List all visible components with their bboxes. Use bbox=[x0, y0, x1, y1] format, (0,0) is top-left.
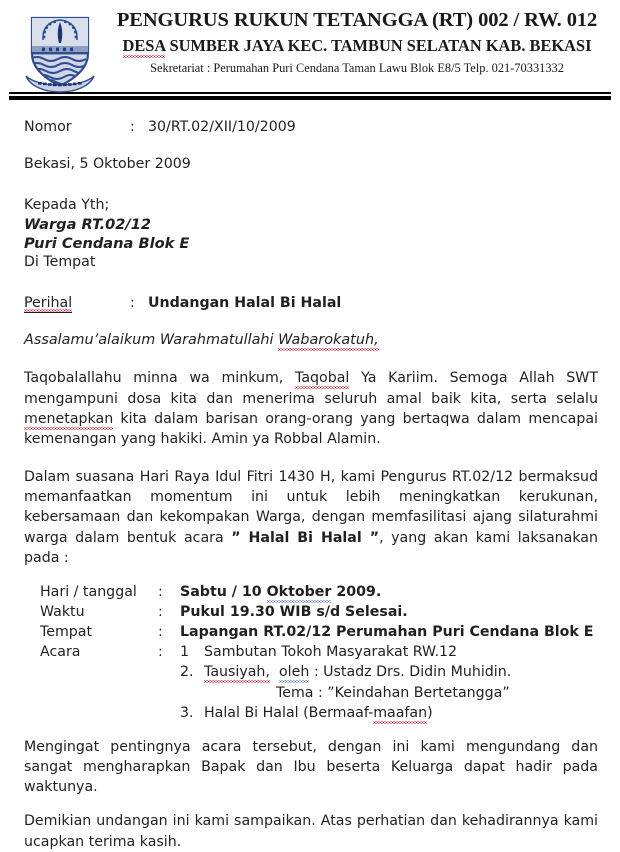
agenda-item-3-text-post: ) bbox=[427, 704, 433, 721]
paragraph-2-seg-1: Dalam suasana Hari Raya Idul Fitri 1430 H, kami Pengurus RT.02/12 bermaksud memanfaatkan momentum ini untuk lebih meningkatkan kerukunan, kebersamaan dan kekompakan Warga, dengan memfasilitasi ajang silaturahmi warga dalam bentuk acara bbox=[24, 469, 598, 546]
nomor-value: 30/RT.02/XII/10/2009 bbox=[148, 118, 296, 135]
nomor-label: Nomor bbox=[24, 118, 72, 135]
greeting-part-1: Assalamu’alaikum Warahmatullahi bbox=[24, 332, 279, 349]
event-colon-2: : bbox=[158, 624, 163, 641]
agenda-list bbox=[180, 662, 598, 722]
letterhead-text bbox=[108, 8, 610, 78]
greeting-misspelled-word: Wabarokatuh, bbox=[278, 332, 379, 351]
greeting-line bbox=[24, 331, 598, 350]
recipient-salutation: Kepada Yth; bbox=[24, 196, 110, 213]
event-label-tempat: Tempat bbox=[40, 624, 93, 641]
agenda-item-2-misspelled-tausiyah: Tausiyah, bbox=[204, 664, 270, 683]
org-title-desa-misspelled: DESA bbox=[123, 36, 166, 58]
event-row-acara bbox=[40, 642, 598, 662]
agenda-item-3-number: 3. bbox=[180, 704, 194, 721]
agenda-theme: Tema : ”Keindahan Bertetangga” bbox=[276, 684, 510, 701]
agenda-item-3-text bbox=[204, 703, 598, 723]
paragraph-4: Demikian undangan ini kami sampaikan. Atas perhatian dan kehadirannya kami ucapkan terima kasih. bbox=[24, 813, 598, 850]
event-value-hari-grammar-flag: Oktober bbox=[267, 584, 332, 603]
paragraph-1-misspelled-taqobal: Taqobal bbox=[295, 370, 349, 389]
paragraph-1-seg-1: Taqobalallahu minna wa minkum, bbox=[24, 370, 296, 387]
recipient-line-3: Di Tempat bbox=[24, 254, 96, 271]
agenda-item-2-grammar-oleh: oleh bbox=[279, 664, 309, 683]
perihal-colon: : bbox=[130, 295, 135, 312]
agenda-item-3 bbox=[180, 703, 598, 723]
agenda-item-1-number: 1 bbox=[180, 644, 190, 661]
event-row-waktu bbox=[40, 602, 598, 622]
agenda-item-1-inline bbox=[180, 642, 598, 662]
paragraph-1 bbox=[24, 368, 598, 449]
recipient-line-2: Puri Cendana Blok E bbox=[24, 234, 190, 252]
event-value-hari-post: 2009. bbox=[331, 583, 382, 600]
event-label-hari-tanggal: Hari / tanggal bbox=[40, 583, 137, 600]
recipient-line-1: Warga RT.02/12 bbox=[24, 215, 152, 233]
agenda-item-3-misspelled-maafan: maafan bbox=[373, 705, 427, 724]
agenda-item-1-text: Sambutan Tokoh Masyarakat RW.12 bbox=[204, 644, 458, 661]
perihal-label: Perihal bbox=[24, 295, 73, 312]
org-title-line2 bbox=[108, 34, 606, 59]
agenda-item-2 bbox=[180, 662, 598, 682]
nomor-row bbox=[24, 118, 598, 137]
event-colon-1: : bbox=[158, 604, 163, 621]
paragraph-2-seg-3: , yang akan kami laksanakan pada : bbox=[24, 529, 598, 566]
event-row-hari-tanggal bbox=[40, 582, 598, 602]
place-date: Bekasi, 5 Oktober 2009 bbox=[24, 155, 191, 172]
event-value-tempat: Lapangan RT.02/12 Perumahan Puri Cendana Blok E bbox=[180, 624, 594, 641]
letterhead bbox=[0, 0, 620, 88]
event-details-table bbox=[40, 582, 598, 723]
paragraph-3: Mengingat pentingnya acara tersebut, dengan ini kami mengundang dan sangat mengharapkan Bapak dan Ibu beserta Keluarga dapat hadir pada waktunya. bbox=[24, 738, 598, 796]
letter-body bbox=[0, 100, 620, 852]
paragraph-2 bbox=[24, 467, 598, 568]
event-label-waktu: Waktu bbox=[40, 604, 85, 621]
agenda-item-3-text-pre: Halal Bi Halal (Bermaaf- bbox=[204, 704, 374, 721]
perihal-value: Undangan Halal Bi Halal bbox=[148, 295, 342, 312]
paragraph-2-event-name: ” Halal Bi Halal ” bbox=[231, 529, 380, 546]
event-colon-3: : bbox=[158, 644, 163, 661]
kabupaten-bekasi-coat-of-arms-icon bbox=[18, 10, 102, 98]
org-title-line1: PENGURUS RUKUN TETANGGA (RT) 002 / RW. 012 bbox=[116, 9, 598, 31]
agenda-item-2-speaker: : Ustadz Drs. Didin Muhidin. bbox=[309, 664, 512, 681]
event-label-acara: Acara bbox=[40, 644, 81, 661]
event-value-hari-tanggal bbox=[180, 582, 598, 602]
agenda-item-2-text bbox=[204, 662, 598, 682]
org-title-line2-rest: SUMBER JAYA KEC. TAMBUN SELATAN KAB. BEKASI bbox=[165, 35, 592, 55]
agenda-item-2-number: 2. bbox=[180, 664, 194, 681]
perihal-label-cell bbox=[24, 294, 130, 313]
logo-wrap bbox=[12, 8, 108, 98]
secretariat-line: Sekretariat : Perumahan Puri Cendana Taman Lawu Blok E8/5 Telp. 021-70331332 bbox=[150, 61, 564, 76]
event-value-waktu: Pukul 19.30 WIB s/d Selesai. bbox=[180, 604, 408, 621]
paragraph-1-seg-3: Ya Kariim. Semoga Allah SWT mengampuni dosa kita dan menerima seluruh amal baik kita, serta selalu bbox=[24, 370, 598, 407]
paragraph-1-seg-5: kita dalam barisan orang-orang yang bertaqwa dalam mencapai kemenangan yang hakiki. Amin ya Robbal Alamin. bbox=[24, 410, 598, 447]
event-value-hari-pre: Sabtu / 10 bbox=[180, 583, 267, 600]
perihal-row bbox=[24, 294, 598, 313]
nomor-colon: : bbox=[130, 118, 135, 135]
event-colon-0: : bbox=[158, 583, 163, 600]
paragraph-1-misspelled-menetapkan: menetapkan bbox=[24, 411, 113, 430]
event-row-tempat bbox=[40, 622, 598, 642]
